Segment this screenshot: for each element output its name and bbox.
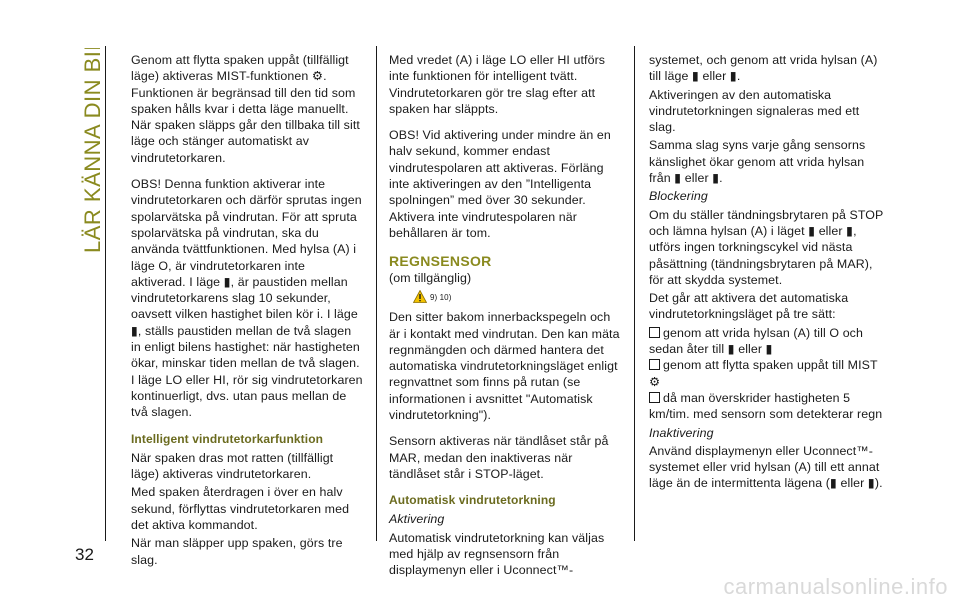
column-1 xyxy=(131,52,363,570)
bullet-item-3 xyxy=(649,390,889,423)
column-2 xyxy=(389,52,625,581)
bullet-box-icon xyxy=(649,359,660,370)
col2-paragraph-1: Med vredet (A) i läge LO eller HI utförs inte funktionen för intelligent tvätt. Vindrutetorkaren gör tre slag efter att spaken har släppts. xyxy=(389,53,606,116)
warning-triangle-icon xyxy=(413,290,427,307)
col1-paragraph-2: OBS! Denna funktion aktiverar inte vindrutetorkaren och därför sprutas ingen spolarvätska på vindrutan. För att spruta spolarvätska på vindrutan, ska du använda tvättfunktionen. Med hylsa (A) i läge O, är vindrutetorkaren inte aktiverad. I läge ▮, är paustiden mellan vindrutetorkarens slag 10 sekunder, oavsett vilken hastighet bilen kör i. I läge ▮, ställs paustiden mellan de två slagen in enligt bilens hastighet: när hastigheten ökar, minskar tiden mellan de två slagen. I läge LO eller HI, rör sig vindrutetorkaren kontinuerligt, dvs. utan paus mellan de två slagen. xyxy=(131,177,363,420)
bullet-box-icon xyxy=(649,327,660,338)
column-rule-1 xyxy=(376,46,377,541)
bullet-box-icon xyxy=(649,392,660,403)
col2-paragraph-2: OBS! Vid aktivering under mindre än en halv sekund, kommer endast vindrutespolaren att aktiveras. Förläng inte aktiveringen av den ”Intelligenta spolningen” med över 30 sekunder. Aktivera inte vindrutespolaren när behållaren är tom. xyxy=(389,128,611,240)
col3-italic-heading-1: Blockering xyxy=(649,189,708,204)
warning-references: 9) 10) xyxy=(430,293,452,303)
watermark: carmanualsonline.info xyxy=(723,574,948,599)
left-rule xyxy=(105,46,106,541)
col3-paragraph-5: Det går att aktivera det automatiska vindrutetorkningsläget på tre sätt: xyxy=(649,291,849,322)
bullet-text-1: genom att vrida hylsan (A) till O och sedan åter till ▮ eller ▮ xyxy=(649,325,863,357)
col2-italic-heading: Aktivering xyxy=(389,512,445,527)
col1-paragraph-1: Genom att flytta spaken uppåt (tillfälligt läge) aktiveras MIST-funktionen ⚙. Funktionen är begränsad till den tid som spaken hålls kvar i detta läge manuellt. När spaken släpps går den tillbaka till sitt läge och stänger automatiskt av vindrutetorkaren. xyxy=(131,53,360,165)
col3-paragraph-3: Samma slag syns varje gång sensorns känslighet ökar genom att vrida hylsan från ▮ eller ▮. xyxy=(649,138,866,186)
col3-paragraph-1: systemet, och genom att vrida hylsan (A) till läge ▮ eller ▮. xyxy=(649,53,878,84)
bullet-item-2 xyxy=(649,357,889,390)
col3-paragraph-2: Aktiveringen av den automatiska vindrutetorkningen signaleras med ett slag. xyxy=(649,87,860,135)
column-rule-2 xyxy=(634,46,635,541)
col2-paragraph-4: Sensorn aktiveras när tändlåset står på MAR, medan den inaktiveras när tändlåset står i STOP-läget. xyxy=(389,434,609,481)
col3-italic-heading-2: Inaktivering xyxy=(649,425,714,440)
side-title-text: LÄR KÄNNA DIN BIL xyxy=(80,48,105,253)
section-heading: REGNSENSOR xyxy=(389,253,492,270)
col1-paragraph-5: När man släpper upp spaken, görs tre slag. xyxy=(131,536,343,567)
availability-note: (om tillgänglig) xyxy=(389,270,472,285)
col3-paragraph-4: Om du ställer tändningsbrytaren på STOP och lämna hylsan (A) i läget ▮ eller ▮, utförs ingen torkningscykel vid nästa påsättning (tändningsbrytaren på MAR), för att skydda systemet. xyxy=(649,207,884,287)
col1-paragraph-3: När spaken dras mot ratten (tillfälligt läge) aktiveras vindrutetorkaren. xyxy=(131,450,334,482)
bullet-text-3: då man överskrider hastigheten 5 km/tim. med sensorn som detekterar regn xyxy=(649,390,883,422)
col2-paragraph-5: Automatisk vindrutetorkning kan väljas med hjälp av regnsensorn från displaymenyn eller i Uconnect™- xyxy=(389,530,605,578)
col2-subheading: Automatisk vindrutetorkning xyxy=(389,493,556,508)
column-3 xyxy=(649,52,889,494)
bullet-text-2: genom att flytta spaken uppåt till MIST ⚙ xyxy=(649,358,878,389)
col1-paragraph-4: Med spaken återdragen i över en halv sekund, förflyttas vindrutetorkaren med det aktiva kommandot. xyxy=(131,485,350,533)
bullet-item-1 xyxy=(649,325,889,358)
page-number: 32 xyxy=(75,545,94,564)
col3-paragraph-6: Använd displaymenyn eller Uconnect™-systemet eller vrid hylsan (A) till ett annat läge än de intermittenta lägena (▮ eller ▮). xyxy=(649,443,883,491)
warning-row xyxy=(389,290,625,307)
col1-subheading: Intelligent vindrutetorkarfunktion xyxy=(131,431,324,446)
col2-paragraph-3: Den sitter bakom innerbackspegeln och är i kontakt med vindrutan. Den kan mäta regnmängden och därmed hantera det automatiska vindrutetorkningsläget enligt regnvattnet som finns på rutan (se informationen i avsnittet "Automatisk vindrutetorkning"). xyxy=(389,310,620,422)
